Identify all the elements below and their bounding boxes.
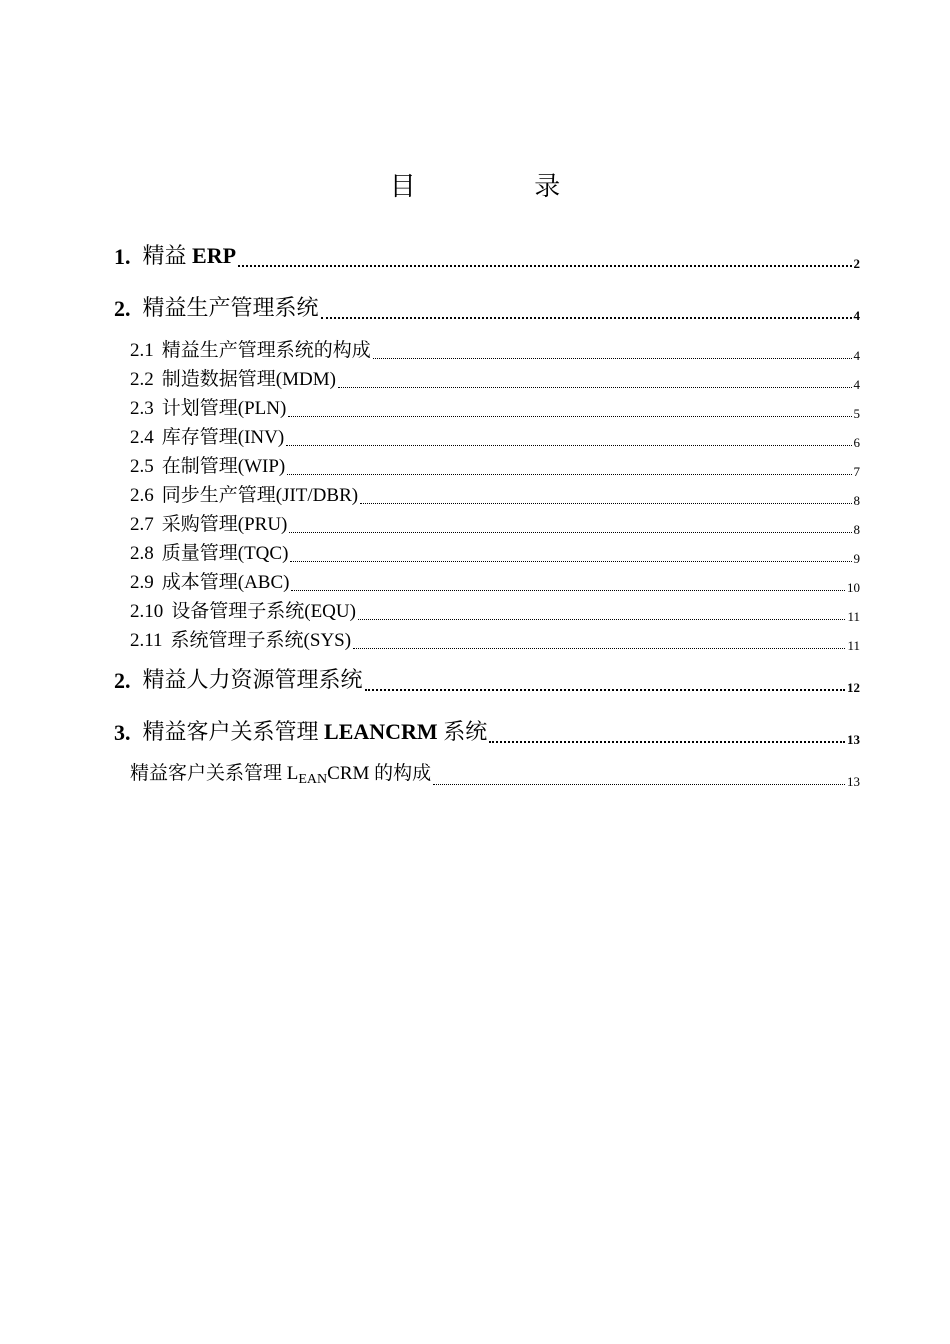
- toc-entry-number: 3.: [114, 720, 131, 745]
- toc-entry-3-sub[interactable]: [130, 762, 860, 788]
- toc-entry-2-8[interactable]: [130, 539, 860, 565]
- toc-dot-leader: [433, 784, 845, 785]
- toc-entry-number: 2.: [114, 296, 131, 321]
- toc-page-number: 11: [847, 609, 860, 624]
- toc-entry-2[interactable]: [114, 292, 860, 322]
- toc-entry-text: 系统管理子系统(SYS): [170, 630, 352, 651]
- toc-entry-number: 2.11: [130, 630, 163, 651]
- toc-entry-2-6[interactable]: [130, 481, 860, 507]
- toc-entry-number: 2.8: [130, 543, 154, 564]
- toc-entry-text: 制造数据管理(MDM): [161, 369, 336, 390]
- toc-entry-number: 2.3: [130, 398, 154, 419]
- toc-page-number: 11: [847, 638, 860, 653]
- toc-entry-2-10[interactable]: [130, 597, 860, 623]
- toc-page-number: 4: [853, 348, 860, 363]
- toc-entry-text: 质量管理(TQC): [161, 543, 289, 564]
- toc-dot-leader: [338, 387, 852, 388]
- toc-entry-2-1[interactable]: [130, 336, 860, 362]
- toc-dot-leader: [365, 689, 845, 691]
- toc-entry-2-3[interactable]: [130, 394, 860, 420]
- toc-page-number: 6: [853, 435, 860, 450]
- toc-page-number: 8: [853, 522, 860, 537]
- toc-entry-2-11[interactable]: [130, 626, 860, 652]
- toc-dot-leader: [373, 358, 852, 359]
- toc-dot-leader: [360, 503, 851, 504]
- toc-dot-leader: [358, 619, 846, 620]
- toc-dot-leader: [353, 648, 845, 649]
- toc-entry-text: 同步生产管理(JIT/DBR): [161, 485, 359, 506]
- toc-page-number: 12: [847, 680, 860, 695]
- toc-dot-leader: [290, 561, 851, 562]
- toc-page-number: 2: [853, 256, 860, 271]
- toc-dot-leader: [238, 265, 851, 267]
- toc-entry-number: 2.6: [130, 485, 154, 506]
- toc-entry-number: 2.7: [130, 514, 154, 535]
- toc-title: 目 录: [389, 172, 617, 201]
- toc-page-number: 10: [847, 580, 860, 595]
- toc-entry-1[interactable]: [114, 240, 860, 270]
- toc-entry-text: 精益客户关系管理 $L_{EAN}CRM$ 的构成: [130, 763, 432, 787]
- toc-dot-leader: [286, 445, 851, 446]
- toc-page-number: 4: [853, 308, 860, 323]
- toc-entry-2-9[interactable]: [130, 568, 860, 594]
- toc-entry-text: 成本管理(ABC): [161, 572, 290, 593]
- toc-page-number: 8: [853, 493, 860, 508]
- toc-entry-number: 2.1: [130, 340, 154, 361]
- toc-entry-text: 精益人力资源管理系统: [142, 667, 363, 692]
- toc-entry-number: 2.: [114, 668, 131, 693]
- toc-entry-2-4[interactable]: [130, 423, 860, 449]
- toc-entry-text: 精益 ERP: [142, 243, 237, 268]
- toc-entry-text: 设备管理子系统(EQU): [171, 601, 356, 622]
- toc-dot-leader: [321, 317, 852, 319]
- toc-dot-leader: [287, 474, 851, 475]
- toc-entry-text: 精益生产管理系统的构成: [161, 340, 371, 361]
- toc-entry-number: 2.2: [130, 369, 154, 390]
- toc-entry-text: 在制管理(WIP): [161, 456, 286, 477]
- toc-entry-2-2[interactable]: [130, 365, 860, 391]
- toc-dot-leader: [288, 416, 851, 417]
- toc-page-number: 5: [853, 406, 860, 421]
- toc-page-number: 9: [853, 551, 860, 566]
- toc-page-number: 13: [847, 774, 860, 789]
- toc-dot-leader: [289, 532, 851, 533]
- toc-entry-text: 精益客户关系管理 LEANCRM 系统: [142, 719, 488, 744]
- toc-entry-text: 采购管理(PRU): [161, 514, 288, 535]
- toc-page-number: 13: [847, 732, 860, 747]
- toc-page-number: 7: [853, 464, 860, 479]
- toc-entry-2-7[interactable]: [130, 510, 860, 536]
- toc-entry-number: 2.10: [130, 601, 164, 622]
- toc-dot-leader: [489, 741, 845, 743]
- toc-entry-3[interactable]: [114, 716, 860, 746]
- toc-dot-leader: [291, 590, 845, 591]
- toc-entry-number: 2.5: [130, 456, 154, 477]
- toc-entry-number: 2.9: [130, 572, 154, 593]
- toc-page-number: 4: [853, 377, 860, 392]
- toc-entry-text: 计划管理(PLN): [161, 398, 287, 419]
- toc-entry-text: 库存管理(INV): [161, 427, 285, 448]
- toc-entry-text: 精益生产管理系统: [142, 295, 319, 320]
- toc-entry-number: 1.: [114, 244, 131, 269]
- toc-entry-number: 2.4: [130, 427, 154, 448]
- toc-entry-hr[interactable]: [114, 664, 860, 694]
- toc-entry-2-5[interactable]: [130, 452, 860, 478]
